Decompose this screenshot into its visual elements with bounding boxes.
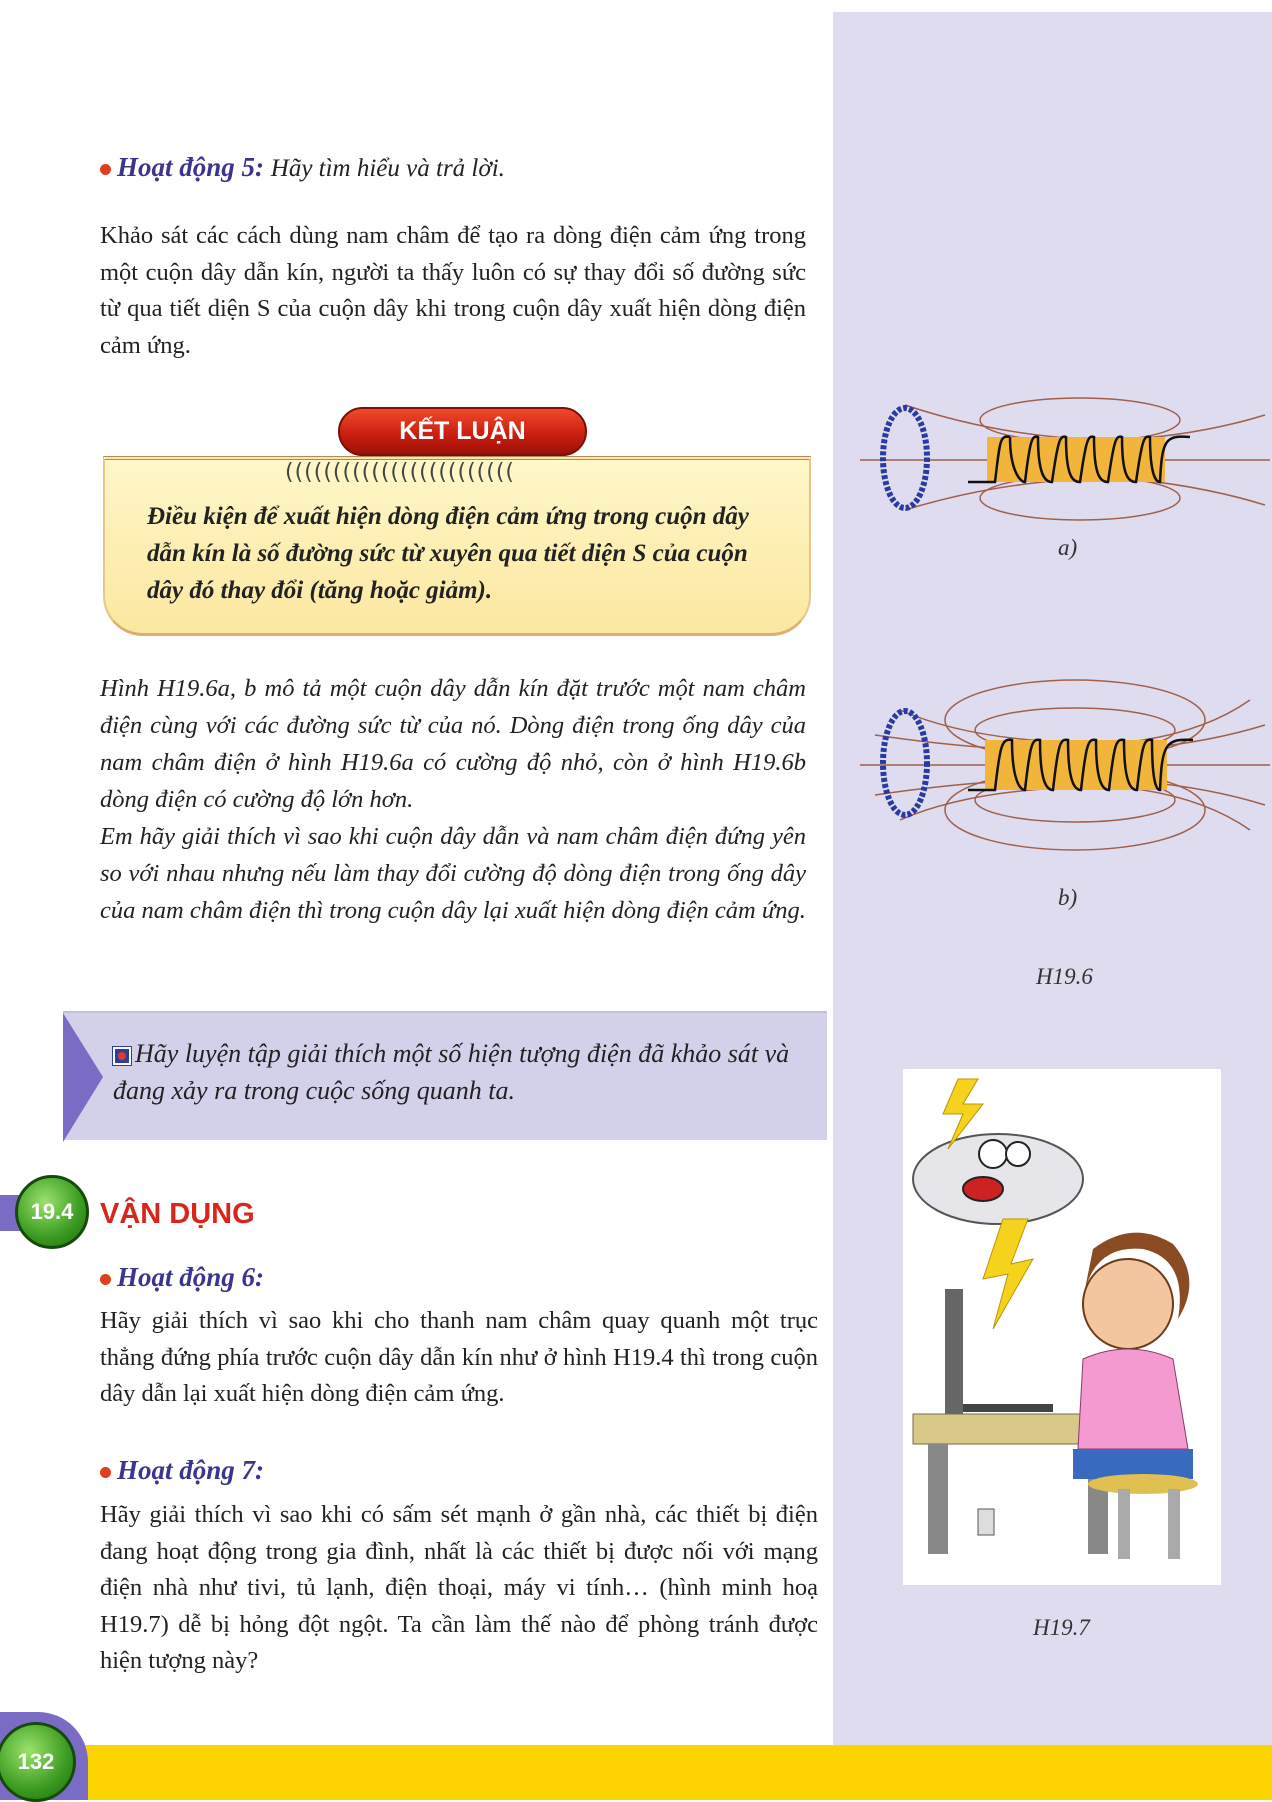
page-number: 132 — [0, 1722, 76, 1802]
activity-title: Hoạt động 7: — [117, 1455, 265, 1485]
figure-h19-7-caption: H19.7 — [1033, 1615, 1090, 1640]
figure-h19-6-caption: H19.6 — [1036, 964, 1093, 989]
section-title: VẬN DỤNG — [100, 1198, 255, 1230]
conclusion-box — [103, 456, 811, 636]
activity-title: Hoạt động 6: — [117, 1262, 265, 1292]
activity-5-heading — [100, 152, 505, 183]
practice-banner — [63, 1011, 827, 1140]
activity-6-text: Hãy giải thích vì sao khi cho thanh nam châm quay quanh một trục thẳng đứng phía trước cuộn dây dẫn kín như ở hình H19.4 thì trong cuộn dây dẫn lại xuất hiện dòng điện cảm ứng. — [100, 1307, 818, 1407]
activity-title: Hoạt động 5: — [117, 152, 265, 182]
storm-cloud-icon — [913, 1134, 1083, 1224]
arrow-icon — [63, 1013, 103, 1142]
activity-7-text: Hãy giải thích vì sao khi có sấm sét mạnh ở gần nhà, các thiết bị điện đang hoạt động trong gia đình, nhất là các thiết bị được nối với mạng điện nhà như tivi, tủ lạnh, điện thoại, máy vi tính… (hình minh hoạ H19.7) dễ bị hỏng đột ngột. Ta cần làm thế nào để phòng tránh được hiện tượng này? — [100, 1501, 818, 1674]
bullet-icon — [100, 164, 111, 175]
figure-b-label: b) — [1058, 885, 1078, 910]
activity-6-heading — [100, 1262, 264, 1293]
figure-description — [100, 670, 806, 929]
footer-band — [80, 1745, 1272, 1800]
bullet-icon — [100, 1467, 111, 1478]
figure-description-p1: Hình H19.6a, b mô tả một cuộn dây dẫn kín đặt trước một nam châm điện cùng với các đường sức từ của nó. Dòng điện trong ống dây của nam châm điện ở hình H19.6a có cường độ nhỏ, còn ở hình H19.6b dòng điện có cường độ lớn hơn. — [100, 675, 806, 813]
conclusion-label: KẾT LUẬN — [338, 407, 587, 456]
section-number-badge: 19.4 — [15, 1175, 89, 1249]
activity-7-heading — [100, 1455, 264, 1486]
figure-a-label: a) — [1058, 535, 1078, 560]
electromagnet-figure-a — [860, 380, 1270, 530]
lightning-computer-illustration — [903, 1069, 1221, 1585]
square-bullet-icon — [113, 1047, 131, 1065]
practice-text: Hãy luyện tập giải thích một số hiện tượng điện đã khảo sát và đang xảy ra trong cuộc sống quanh ta. — [113, 1039, 790, 1105]
conclusion-text: Điều kiện để xuất hiện dòng điện cảm ứng trong cuộn dây dẫn kín là số đường sức từ xuyên qua tiết diện S của cuộn dây đó thay đổi (tăng hoặc giảm). — [147, 503, 749, 604]
electromagnet-figure-b — [860, 665, 1270, 865]
bullet-icon — [100, 1274, 111, 1285]
spiral-binding-icon: (((((((((((((((((((((((( — [285, 460, 515, 485]
figure-description-p2: Em hãy giải thích vì sao khi cuộn dây dẫn và nam châm điện đứng yên so với nhau nhưng nếu làm thay đổi cường độ dòng điện trong ống dây của nam châm điện thì trong cuộn dây lại xuất hiện dòng điện cảm ứng. — [100, 823, 806, 924]
activity-5-text: Khảo sát các cách dùng nam châm để tạo ra dòng điện cảm ứng trong một cuộn dây dẫn kín, người ta thấy luôn có sự thay đổi số đường sức từ qua tiết diện S của cuộn dây khi trong cuộn dây xuất hiện dòng điện cảm ứng. — [100, 222, 806, 359]
activity-subtitle: Hãy tìm hiểu và trả lời. — [270, 155, 505, 182]
